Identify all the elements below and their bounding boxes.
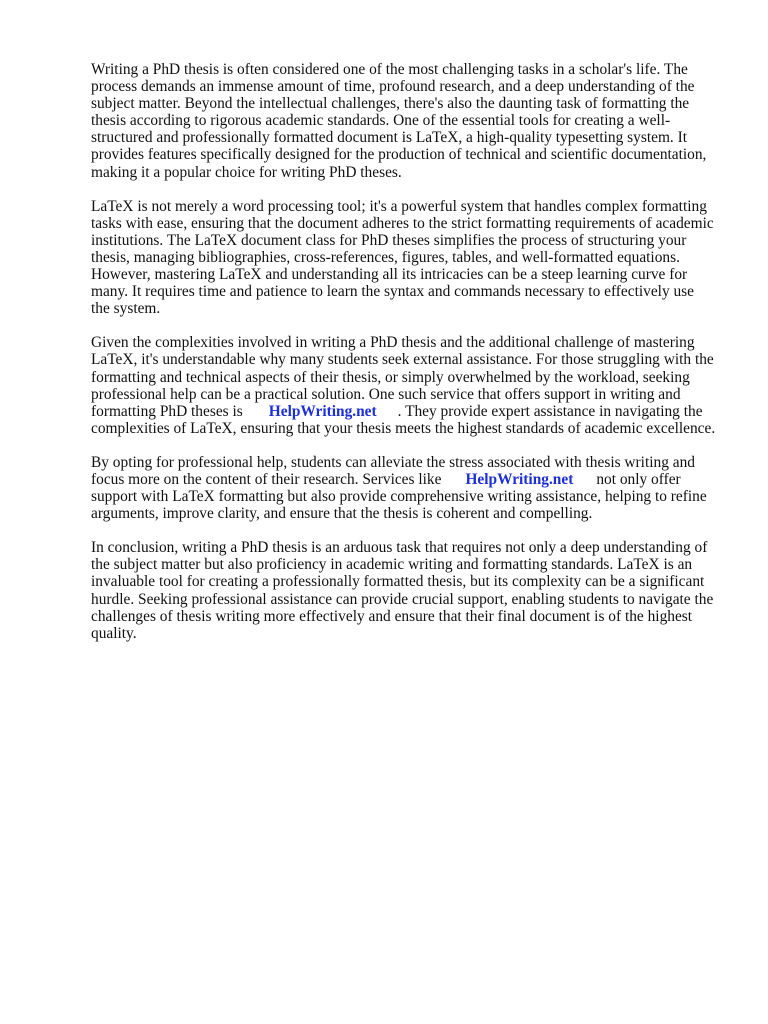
text-line-with-link [91, 403, 731, 420]
text-line: provides features specifically designed for the production of technical and scientific documentation, [91, 146, 707, 164]
paragraph-conclusion [91, 539, 731, 642]
paragraph-intro [91, 61, 731, 181]
text-line: quality. [91, 624, 137, 642]
text-line: However, mastering LaTeX and understanding all its intricacies can be a steep learning curve for [91, 266, 688, 284]
text-line: the subject matter but also proficiency in academic writing and formatting standards. LaTeX is an [91, 556, 693, 574]
text-line: tasks with ease, ensuring that the document adheres to the strict formatting requirements of academic [91, 214, 714, 232]
text-segment: formatting PhD theses is [91, 402, 243, 420]
paragraph-professional-help [91, 454, 731, 522]
text-line: invaluable tool for creating a professionally formatted thesis, but its complexity can be a significant [91, 573, 705, 591]
text-line: In conclusion, writing a PhD thesis is an arduous task that requires not only a deep understanding of [91, 539, 708, 557]
document-page [91, 61, 731, 659]
text-segment: not only offer [596, 470, 681, 488]
text-line: arguments, improve clarity, and ensure that the thesis is coherent and compelling. [91, 505, 593, 523]
text-line: professional help can be a practical solution. One such service that offers support in writing and [91, 385, 681, 403]
helpwriting-link[interactable]: HelpWriting.net [465, 470, 574, 488]
text-line: thesis according to rigorous academic standards. One of the essential tools for creating a well- [91, 112, 671, 130]
text-line: institutions. The LaTeX document class for PhD theses simplifies the process of structuring your [91, 231, 687, 249]
text-line-with-link [91, 471, 731, 488]
text-line: complexities of LaTeX, ensuring that your thesis meets the highest standards of academic excellence. [91, 419, 716, 437]
text-line: subject matter. Beyond the intellectual challenges, there's also the daunting task of formatting the [91, 95, 690, 113]
paragraph-latex [91, 198, 731, 318]
text-line: making it a popular choice for writing PhD theses. [91, 163, 402, 181]
text-segment: focus more on the content of their research. Services like [91, 470, 442, 488]
text-line: hurdle. Seeking professional assistance can provide crucial support, enabling students to navigate the [91, 590, 714, 608]
text-line: Writing a PhD thesis is often considered one of the most challenging tasks in a scholar's life. The [91, 61, 688, 78]
text-line: process demands an immense amount of time, profound research, and a deep understanding of the [91, 78, 695, 96]
text-line: many. It requires time and patience to learn the syntax and commands necessary to effectively use [91, 283, 695, 301]
text-line: formatting and technical aspects of their thesis, or simply overwhelmed by the workload, seeking [91, 368, 690, 386]
paragraph-assistance [91, 334, 731, 437]
text-line: structured and professionally formatted document is LaTeX, a high-quality typesetting system. It [91, 129, 688, 147]
text-line: LaTeX is not merely a word processing tool; it's a powerful system that handles complex formatting [91, 197, 707, 215]
text-line: Given the complexities involved in writing a PhD thesis and the additional challenge of mastering [91, 334, 695, 352]
helpwriting-link[interactable]: HelpWriting.net [268, 402, 377, 420]
text-segment: . They provide expert assistance in navigating the [397, 402, 703, 420]
text-line: the system. [91, 300, 161, 318]
text-line: LaTeX, it's understandable why many students seek external assistance. For those struggling with the [91, 351, 714, 369]
text-line: By opting for professional help, students can alleviate the stress associated with thesis writing and [91, 453, 695, 471]
text-line: support with LaTeX formatting but also provide comprehensive writing assistance, helping to refine [91, 488, 707, 506]
text-line: thesis, managing bibliographies, cross-references, figures, tables, and well-formatted equations. [91, 248, 680, 266]
text-line: challenges of thesis writing more effectively and ensure that their final document is of the highest [91, 607, 693, 625]
